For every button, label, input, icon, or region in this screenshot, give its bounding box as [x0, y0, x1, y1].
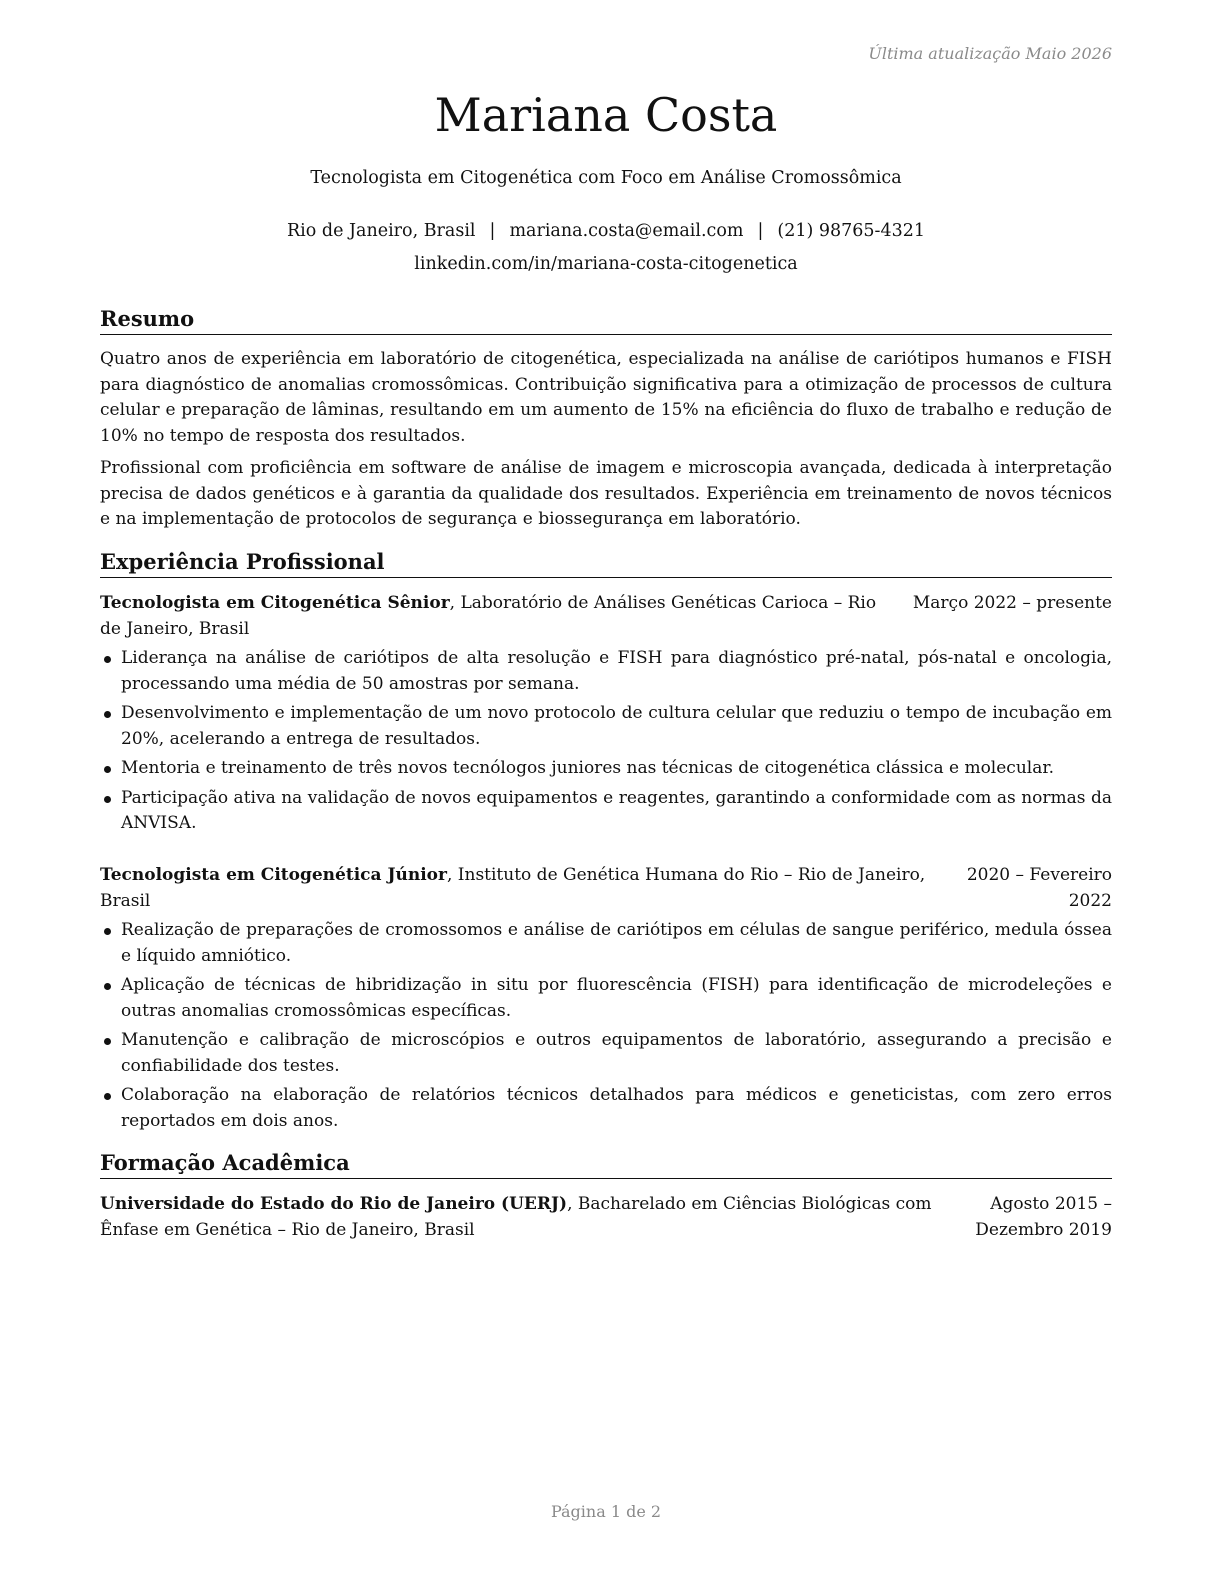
list-item: Realização de preparações de cromossomos e análise de cariótipos em células de sangue periférico, medula óssea e líquido amniótico. — [100, 918, 1112, 969]
contact-line — [100, 221, 1112, 241]
section-title-education: Formação Acadêmica — [100, 1149, 1112, 1179]
separator: | — [757, 221, 764, 241]
education-dates: Agosto 2015 – Dezembro 2019 — [975, 1194, 1112, 1240]
list-item: Manutenção e calibração de microscópios e outros equipamentos de laboratório, assegurando a precisão e confiabilidade dos testes. — [100, 1028, 1112, 1079]
job-heading — [100, 863, 942, 914]
tagline: Tecnologista em Citogenética com Foco em Análise Cromossômica — [310, 168, 902, 188]
section-title-summary: Resumo — [100, 305, 1112, 335]
summary-paragraph: Profissional com proficiência em software de análise de imagem e microscopia avançada, dedicada à interpretação precisa de dados genéticos e à garantia da qualidade dos resultados. Experiência em treinamento de novos técnicos e na implementação de protocolos de segurança e biossegurança em laboratório. — [100, 458, 1112, 529]
last-updated: Última atualização Maio 2026 — [868, 44, 1112, 63]
summary-paragraph: Quatro anos de experiência em laboratório de citogenética, especializada na análise de cariótipos humanos e FISH para diagnóstico de anomalias cromossômicas. Contribuição significativa para a otimização de processos de cultura celular e preparação de lâminas, resultando em um aumento de 15% na eficiência do fluxo de trabalho e redução de 10% no tempo de resposta dos resultados. — [100, 349, 1112, 446]
job-role: Tecnologista em Citogenética Sênior — [100, 593, 450, 613]
job-dates: 2020 – Fevereiro 2022 — [966, 865, 1112, 911]
degree: , Bacharelado em Ciências Biológicas com Ênfase em Genética – Rio de Janeiro, Brasil — [100, 1194, 932, 1240]
list-item: Mentoria e treinamento de três novos tecnólogos juniores nas técnicas de citogenética clássica e molecular. — [100, 756, 1112, 782]
job-bullet-list — [100, 918, 1112, 1138]
job-organization: , Instituto de Genética Humana do Rio – Rio de Janeiro, Brasil — [100, 865, 926, 911]
school-name: Universidade do Estado do Rio de Janeiro (UERJ) — [100, 1194, 568, 1214]
list-item: Liderança na análise de cariótipos de alta resolução e FISH para diagnóstico pré-natal, pós-natal e oncologia, processando uma média de 50 amostras por semana. — [100, 646, 1112, 697]
resume-page — [100, 0, 1112, 1584]
list-item: Desenvolvimento e implementação de um novo protocolo de cultura celular que reduziu o tempo de incubação em 20%, acelerando a entrega de resultados. — [100, 701, 1112, 752]
location: Rio de Janeiro, Brasil — [287, 221, 476, 241]
education-heading — [100, 1192, 942, 1243]
section-title-experience: Experiência Profissional — [100, 548, 1112, 578]
list-item: Colaboração na elaboração de relatórios técnicos detalhados para médicos e geneticistas, com zero erros reportados em dois anos. — [100, 1083, 1112, 1134]
list-item: Aplicação de técnicas de hibridização in situ por fluorescência (FISH) para identificação de microdeleções e outras anomalias cromossômicas específicas. — [100, 973, 1112, 1024]
job-role: Tecnologista em Citogenética Júnior — [100, 865, 447, 885]
separator: | — [489, 221, 496, 241]
job-dates: Março 2022 – presente — [912, 593, 1112, 613]
job-heading — [100, 591, 900, 642]
phone: (21) 98765-4321 — [777, 221, 925, 241]
candidate-name: Mariana Costa — [434, 88, 778, 142]
linkedin-link[interactable]: linkedin.com/in/mariana-costa-citogenetica — [414, 254, 798, 274]
job-bullet-list — [100, 646, 1112, 841]
job-organization: , Laboratório de Análises Genéticas Carioca – Rio de Janeiro, Brasil — [100, 593, 877, 639]
email-link[interactable]: mariana.costa@email.com — [509, 221, 744, 241]
page-number: Página 1 de 2 — [550, 1502, 662, 1521]
list-item: Participação ativa na validação de novos equipamentos e reagentes, garantindo a conformidade com as normas da ANVISA. — [100, 786, 1112, 837]
